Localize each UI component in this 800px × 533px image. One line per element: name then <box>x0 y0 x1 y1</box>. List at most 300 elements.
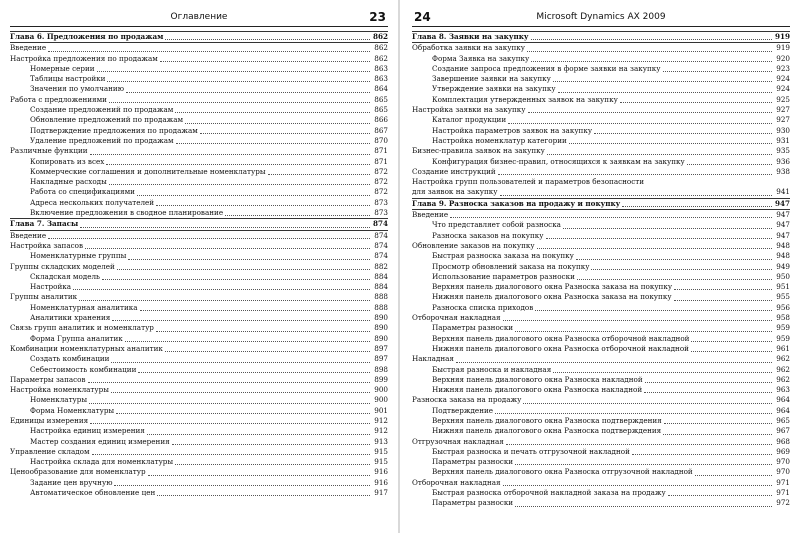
dot-leader <box>185 123 370 124</box>
right-running-head <box>412 10 790 27</box>
toc-entry-title: Различные функции <box>10 146 88 156</box>
toc-entry-title: Связь групп аналитик и номенклатур <box>10 323 154 333</box>
toc-entry <box>412 43 790 53</box>
toc-entry <box>412 303 790 313</box>
toc-entry <box>10 354 388 364</box>
toc-entry-page: 961 <box>776 343 790 353</box>
toc-entry-title: Разноска заказов на покупку <box>432 230 544 240</box>
dot-leader <box>547 154 772 155</box>
toc-entry <box>10 262 388 272</box>
toc-entry <box>10 177 388 187</box>
dot-leader <box>528 112 773 113</box>
toc-entry-page: 963 <box>776 385 790 395</box>
dot-leader <box>503 320 772 321</box>
toc-entry <box>10 272 388 282</box>
toc-entry-page: 962 <box>776 374 790 384</box>
toc-entry-page: 949 <box>776 261 790 271</box>
toc-entry <box>412 74 790 84</box>
toc-entry-page: 912 <box>374 415 388 425</box>
toc-entry-page: 920 <box>776 53 790 63</box>
toc-entry <box>412 54 790 64</box>
toc-entry-page: 958 <box>776 313 790 323</box>
toc-entry-page: 884 <box>374 271 388 281</box>
toc-entry <box>412 488 790 498</box>
dot-leader <box>48 51 370 52</box>
toc-entry-title: Верхняя панель диалогового окна Разноска заказа на покупку <box>432 282 673 292</box>
toc-entry <box>10 157 388 167</box>
right-toc-list <box>412 31 790 509</box>
toc-entry-page: 947 <box>776 230 790 240</box>
dot-leader <box>109 184 370 185</box>
dot-leader <box>535 310 772 311</box>
toc-entry-title: Автоматическое обновление цен <box>30 488 156 498</box>
dot-leader <box>506 444 772 445</box>
toc-entry <box>412 416 790 426</box>
dot-leader <box>126 92 370 93</box>
toc-entry-page: 862 <box>374 43 388 53</box>
dot-leader <box>109 102 370 103</box>
toc-entry <box>412 282 790 292</box>
toc-entry <box>412 375 790 385</box>
toc-entry-page: 900 <box>374 385 388 395</box>
toc-entry <box>10 198 388 208</box>
dot-leader <box>90 423 370 424</box>
dot-leader <box>691 351 772 352</box>
dot-leader <box>165 39 370 40</box>
toc-entry-page: 865 <box>374 105 388 115</box>
dot-leader <box>114 485 370 486</box>
dot-leader <box>563 228 772 229</box>
toc-entry <box>10 478 388 488</box>
toc-entry-title: Настройка номенклатур категории <box>432 135 567 145</box>
toc-entry <box>412 457 790 467</box>
toc-entry-title: Накладная <box>412 354 454 364</box>
toc-entry-title: Подтверждение предложения по продажам <box>30 125 198 135</box>
toc-entry-page: 936 <box>776 156 790 166</box>
toc-entry <box>412 344 790 354</box>
dot-leader <box>495 413 772 414</box>
toc-entry-title: Быстрая разноска отборочной накладной заказа на продажу <box>432 488 666 498</box>
toc-entry-page: 898 <box>374 364 388 374</box>
dot-leader <box>92 454 370 455</box>
toc-entry-title: Отгрузочная накладная <box>412 436 504 446</box>
dot-leader <box>137 195 370 196</box>
toc-entry-title: Параметры разноски <box>432 457 514 467</box>
toc-entry-page: 899 <box>374 374 388 384</box>
dot-leader <box>102 279 370 280</box>
toc-entry-title: Номенклатуры <box>30 395 88 405</box>
dot-leader <box>80 227 370 228</box>
dot-leader <box>531 61 772 62</box>
dot-leader <box>268 174 370 175</box>
toc-entry-page: 927 <box>776 105 790 115</box>
toc-entry-title: Настройка номенклатуры <box>10 385 109 395</box>
dot-leader <box>687 164 772 165</box>
dot-leader <box>148 475 370 476</box>
toc-entry-page: 873 <box>374 208 388 218</box>
toc-entry-title: Аналитики хранения <box>30 313 111 323</box>
toc-entry <box>10 115 388 125</box>
toc-entry-page: 865 <box>374 94 388 104</box>
dot-leader <box>225 215 370 216</box>
dot-leader <box>106 164 370 165</box>
toc-entry-page: 872 <box>374 166 388 176</box>
toc-entry-title: Мастер создания единиц измерения <box>30 436 170 446</box>
toc-chapter-heading <box>10 218 388 230</box>
toc-entry <box>412 105 790 115</box>
toc-entry-page: 912 <box>374 426 388 436</box>
toc-entry <box>10 437 388 447</box>
toc-entry <box>412 426 790 436</box>
toc-entry-title: Каталог продукции <box>432 115 507 125</box>
toc-entry-page: 964 <box>776 395 790 405</box>
toc-entry-page: 959 <box>776 333 790 343</box>
dot-leader <box>503 485 772 486</box>
dot-leader <box>500 195 773 196</box>
toc-entry-page: 955 <box>776 292 790 302</box>
toc-entry-page: 913 <box>374 436 388 446</box>
toc-entry <box>10 54 388 64</box>
right-page <box>412 10 790 530</box>
toc-entry <box>10 282 388 292</box>
toc-entry-page: 923 <box>776 63 790 73</box>
toc-entry-page: 947 <box>776 210 790 220</box>
toc-entry-page: 967 <box>776 426 790 436</box>
right-page-number: 24 <box>414 10 431 24</box>
toc-entry-title: Введение <box>412 210 449 220</box>
toc-entry-page: 890 <box>374 313 388 323</box>
toc-entry-title: Создание инструкций <box>412 166 496 176</box>
toc-entry-title: Использование параметров разноски <box>432 271 575 281</box>
toc-entry <box>412 467 790 477</box>
toc-entry <box>10 251 388 261</box>
left-page <box>10 10 388 530</box>
dot-leader <box>527 51 772 52</box>
toc-entry-title: Управление складом <box>10 446 90 456</box>
toc-entry <box>412 157 790 167</box>
toc-entry-title: Введение <box>10 43 47 53</box>
toc-entry-page: 948 <box>776 240 790 250</box>
toc-entry <box>10 488 388 498</box>
toc-entry-title: Комбинации номенклатурных аналитик <box>10 343 163 353</box>
toc-entry-title: Глава 8. Заявки на закупку <box>412 32 529 41</box>
toc-entry-page: 970 <box>776 467 790 477</box>
toc-entry-title: Верхняя панель диалогового окна Разноска отборочной накладной <box>432 333 690 343</box>
dot-leader <box>450 217 772 218</box>
toc-entry-page: 874 <box>374 230 388 240</box>
dot-leader <box>176 143 370 144</box>
toc-entry-title: Настройка параметров заявок на закупку <box>432 125 593 135</box>
book-gutter <box>398 0 400 533</box>
toc-entry-page: 935 <box>776 146 790 156</box>
dot-leader <box>138 372 370 373</box>
toc-entry-page: 938 <box>776 166 790 176</box>
toc-entry-page: 947 <box>776 220 790 230</box>
toc-entry <box>10 167 388 177</box>
toc-entry-title: Обработка заявки на закупку <box>412 43 525 53</box>
toc-entry-title: Включение предложения в сводное планирование <box>30 208 224 218</box>
toc-entry-page: 964 <box>776 405 790 415</box>
left-page-number: 23 <box>369 10 386 24</box>
dot-leader <box>632 454 772 455</box>
toc-entry-title: Параметры запасов <box>10 374 86 384</box>
toc-entry-title: Копировать из всех <box>30 156 105 166</box>
toc-entry-page: 956 <box>776 302 790 312</box>
toc-entry <box>10 416 388 426</box>
toc-entry <box>412 272 790 282</box>
toc-entry-page: 890 <box>374 323 388 333</box>
toc-entry-title: Создание запроса предложения в форме заявки на закупку <box>432 63 661 73</box>
toc-entry <box>412 251 790 261</box>
toc-entry <box>412 395 790 405</box>
toc-entry-title: Номерные серии <box>30 63 95 73</box>
toc-entry-title: Введение <box>10 230 47 240</box>
toc-entry <box>10 231 388 241</box>
toc-entry-title: Глава 7. Запасы <box>10 219 79 229</box>
dot-leader <box>111 392 370 393</box>
toc-entry <box>412 437 790 447</box>
dot-leader <box>200 133 370 134</box>
toc-entry <box>10 323 388 333</box>
toc-entry-title: Настройка единиц измерения <box>30 426 145 436</box>
dot-leader <box>645 382 772 383</box>
toc-entry-page: 925 <box>776 94 790 104</box>
dot-leader <box>112 320 370 321</box>
toc-entry-title: Форма Номенклатуры <box>30 405 115 415</box>
toc-entry-page: 873 <box>374 197 388 207</box>
toc-entry <box>10 447 388 457</box>
dot-leader <box>577 279 772 280</box>
dot-leader <box>546 238 772 239</box>
dot-leader <box>73 289 370 290</box>
dot-leader <box>515 464 772 465</box>
toc-entry-title: Создание предложений по продажам <box>30 105 174 115</box>
toc-entry-title: Отборочная накладная <box>412 313 501 323</box>
toc-entry-page: 970 <box>776 457 790 467</box>
toc-entry-title: Отборочная накладная <box>412 477 501 487</box>
toc-entry-title: Быстрая разноска заказа на покупку <box>432 251 574 261</box>
dot-leader <box>663 434 772 435</box>
toc-entry-title: Складская модель <box>30 271 100 281</box>
dot-leader <box>140 310 370 311</box>
toc-entry <box>412 262 790 272</box>
dot-leader <box>553 372 772 373</box>
toc-entry <box>412 64 790 74</box>
toc-entry <box>412 447 790 457</box>
toc-entry-page: 971 <box>776 488 790 498</box>
toc-entry <box>412 498 790 508</box>
toc-entry <box>412 478 790 488</box>
toc-entry <box>10 146 388 156</box>
toc-entry-page: 872 <box>374 177 388 187</box>
toc-entry-title: Номенклатурная аналитика <box>30 302 138 312</box>
toc-entry <box>10 426 388 436</box>
toc-entry-page: 888 <box>374 302 388 312</box>
toc-entry-title: Нижняя панель диалогового окна Разноска накладной <box>432 385 643 395</box>
toc-entry-page: 948 <box>776 251 790 261</box>
toc-entry <box>412 126 790 136</box>
toc-entry-page: 915 <box>374 446 388 456</box>
dot-leader <box>160 61 370 62</box>
toc-entry <box>412 115 790 125</box>
toc-entry-title: Утверждение заявки на закупку <box>432 84 556 94</box>
toc-chapter-heading <box>412 198 790 210</box>
toc-entry-title: Адреса нескольких получателей <box>30 197 155 207</box>
toc-entry-title: Настройка <box>30 282 72 292</box>
dot-leader <box>569 143 772 144</box>
toc-entry <box>412 334 790 344</box>
toc-entry-title: Завершение заявки на закупку <box>432 74 551 84</box>
toc-entry-title: Подтверждение <box>432 405 494 415</box>
toc-entry-page: 962 <box>776 364 790 374</box>
toc-entry-title: Группы складских моделей <box>10 261 115 271</box>
toc-entry-title: Ценообразование для номенклатур <box>10 467 146 477</box>
toc-entry <box>412 95 790 105</box>
dot-leader <box>576 259 772 260</box>
dot-leader <box>691 341 772 342</box>
dot-leader <box>531 39 772 40</box>
toc-entry <box>412 365 790 375</box>
toc-entry <box>412 210 790 220</box>
toc-entry-page: 864 <box>374 84 388 94</box>
toc-entry-title: Задание цен вручную <box>30 477 113 487</box>
toc-entry-page: 969 <box>776 446 790 456</box>
dot-leader <box>156 205 370 206</box>
dot-leader <box>90 154 370 155</box>
toc-entry <box>412 146 790 156</box>
toc-entry-page: 950 <box>776 271 790 281</box>
toc-entry-page: 863 <box>374 63 388 73</box>
toc-chapter-heading <box>412 31 790 43</box>
toc-chapter-heading <box>10 31 388 43</box>
toc-entry-title: Комплектация утвержденных заявок на закупку <box>432 94 618 104</box>
left-toc-list <box>10 31 388 498</box>
toc-entry-page: 871 <box>374 156 388 166</box>
dot-leader <box>553 81 772 82</box>
toc-entry-page: 962 <box>776 354 790 364</box>
dot-leader <box>663 71 773 72</box>
toc-entry-page: 915 <box>374 457 388 467</box>
toc-entry-title: Параметры разноски <box>432 498 514 508</box>
toc-entry <box>10 95 388 105</box>
toc-entry-title: Быстрая разноска и накладная <box>432 364 552 374</box>
toc-entry-title: Создать комбинации <box>30 354 110 364</box>
toc-entry-title: Работа с предложениями <box>10 94 107 104</box>
toc-entry-page: 862 <box>374 53 388 63</box>
dot-leader <box>674 300 772 301</box>
toc-entry-title: Накладные расходы <box>30 177 107 187</box>
toc-entry <box>10 303 388 313</box>
dot-leader <box>456 362 772 363</box>
toc-entry-title: Разноска заказа на продажу <box>412 395 522 405</box>
toc-entry-page: 916 <box>374 467 388 477</box>
dot-leader <box>695 475 772 476</box>
toc-entry-title: Себестоимость комбинации <box>30 364 137 374</box>
toc-entry-page: 965 <box>776 415 790 425</box>
dot-leader <box>674 289 772 290</box>
toc-entry-page: 947 <box>774 198 790 208</box>
toc-entry-page: 874 <box>372 219 388 229</box>
toc-entry-title: Настройка заявки на закупку <box>412 105 526 115</box>
toc-entry-page: 874 <box>374 251 388 261</box>
dot-leader <box>48 238 370 239</box>
toc-entry <box>412 136 790 146</box>
toc-entry-page: 863 <box>374 74 388 84</box>
left-header-title: Оглавление <box>170 12 228 22</box>
toc-entry-page: 882 <box>374 261 388 271</box>
dot-leader <box>111 362 370 363</box>
toc-entry-page: 874 <box>374 240 388 250</box>
dot-leader <box>558 92 772 93</box>
dot-leader <box>175 112 370 113</box>
toc-entry-page: 931 <box>776 135 790 145</box>
toc-entry-page: 919 <box>776 43 790 53</box>
dot-leader <box>537 248 772 249</box>
toc-entry <box>412 231 790 241</box>
toc-entry <box>10 84 388 94</box>
toc-entry <box>412 354 790 364</box>
dot-leader <box>147 434 370 435</box>
toc-entry <box>10 467 388 477</box>
toc-entry <box>10 208 388 218</box>
dot-leader <box>644 392 772 393</box>
toc-entry-title: Форма Заявка на закупку <box>432 53 530 63</box>
toc-entry-page: 951 <box>776 282 790 292</box>
toc-entry-title: Глава 9. Разноска заказов на продажу и покупку <box>412 198 621 208</box>
toc-entry <box>10 385 388 395</box>
toc-entry-title: Нижняя панель диалогового окна Разноска заказа на покупку <box>432 292 672 302</box>
toc-entry-page: 917 <box>374 488 388 498</box>
toc-entry-page: 884 <box>374 282 388 292</box>
toc-entry <box>10 406 388 416</box>
toc-entry <box>412 323 790 333</box>
toc-entry-title: Значения по умолчанию <box>30 84 124 94</box>
toc-entry <box>412 313 790 323</box>
dot-leader <box>156 331 370 332</box>
toc-entry <box>10 334 388 344</box>
toc-entry-page: 924 <box>776 84 790 94</box>
toc-entry-page: 927 <box>776 115 790 125</box>
toc-entry <box>10 136 388 146</box>
toc-entry <box>10 375 388 385</box>
toc-entry-title: Работа со спецификациями <box>30 187 135 197</box>
toc-entry-title: Нижняя панель диалогового окна Разноска подтверждения <box>432 426 662 436</box>
toc-entry-page: 901 <box>374 405 388 415</box>
toc-entry <box>10 187 388 197</box>
toc-entry-title: Обновление заказов на покупку <box>412 240 535 250</box>
toc-entry-title: Коммерческие соглашения и дополнительные номенклатуры <box>30 166 266 176</box>
toc-entry-page: 890 <box>374 333 388 343</box>
dot-leader <box>498 174 772 175</box>
toc-entry-page: 941 <box>776 187 790 197</box>
toc-entry <box>10 105 388 115</box>
toc-entry-title: Быстрая разноска и печать отгрузочной накладной <box>432 446 630 456</box>
toc-entry-title: Верхняя панель диалогового окна Разноска отгрузочной накладной <box>432 467 693 477</box>
dot-leader <box>107 81 370 82</box>
toc-entry-title: для заявок на закупку <box>412 187 498 197</box>
dot-leader <box>97 71 370 72</box>
toc-entry-page: 866 <box>374 115 388 125</box>
dot-leader <box>622 206 772 207</box>
dot-leader <box>523 403 772 404</box>
dot-leader <box>175 464 370 465</box>
toc-entry <box>10 395 388 405</box>
toc-entry-page: 897 <box>374 354 388 364</box>
dot-leader <box>165 351 370 352</box>
toc-entry-page: 916 <box>374 477 388 487</box>
toc-entry-page: 897 <box>374 343 388 353</box>
toc-entry-title: Настройка запасов <box>10 240 84 250</box>
